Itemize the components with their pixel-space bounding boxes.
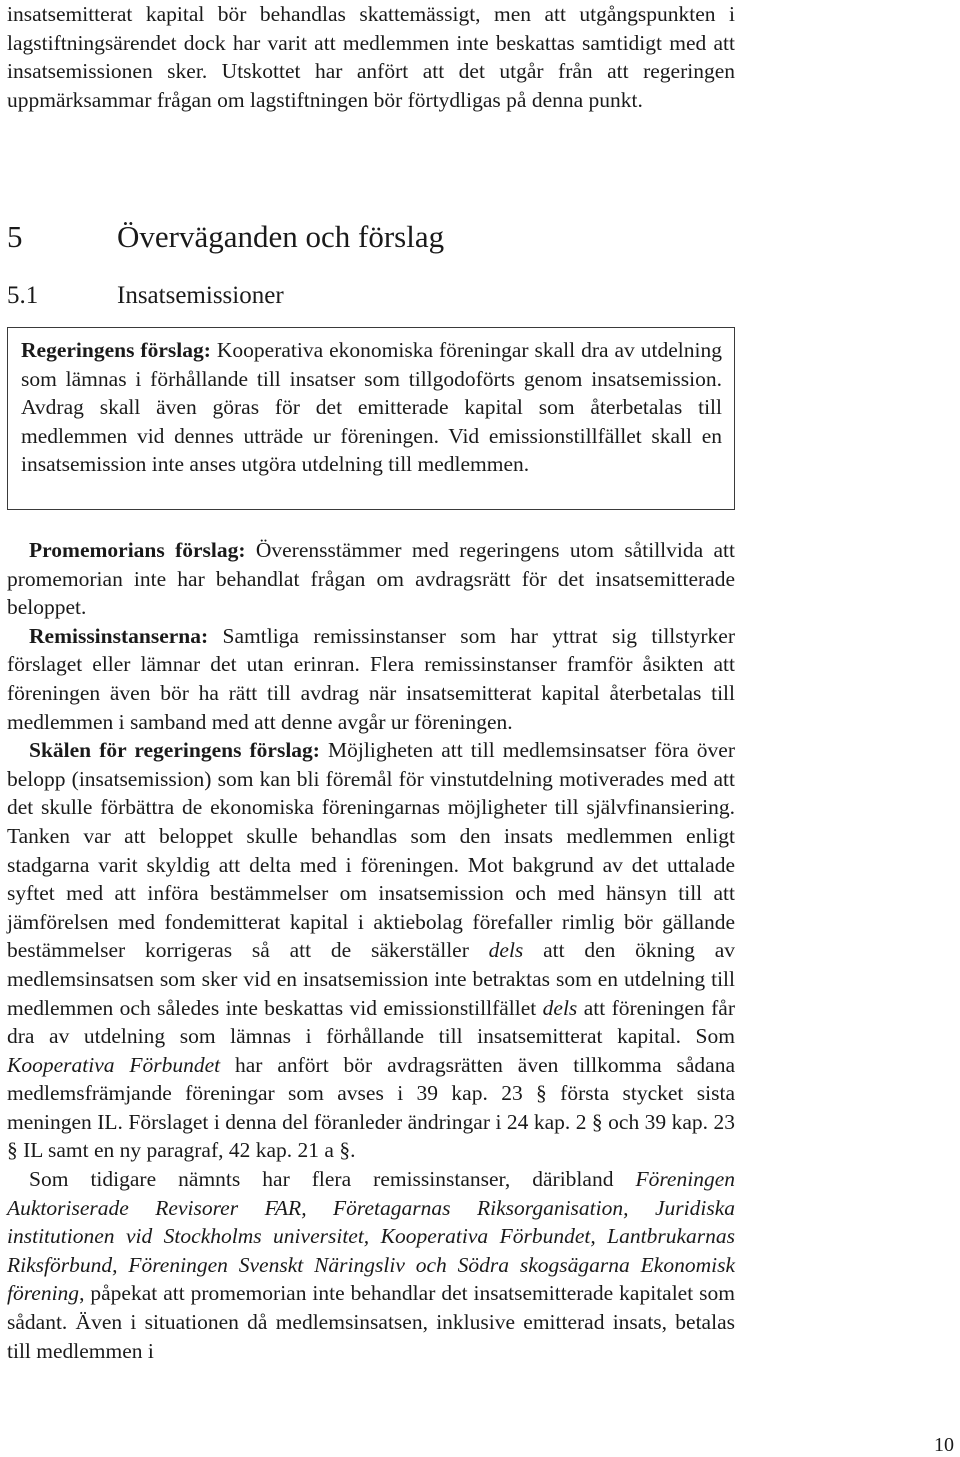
skalen-text-2: att den ökning av medlemsinsatsen som sker vid en insatsemission inte betraktas som en utdelning till medlemmen och således inte beskattas vid emissionstillfället — [7, 938, 735, 1020]
skalen-text-3: att föreningen får dra av utdelning som lämnas i förhållande till insatsemitterat kapital. Som — [7, 995, 736, 1049]
skalen-italic-2: dels — [542, 995, 578, 1020]
promemoria-label: Promemorians förslag: — [29, 538, 246, 562]
main-body — [7, 536, 735, 1365]
skalen-label: Skälen för regeringens förslag: — [29, 738, 320, 763]
proposal-label: Regeringens förslag: — [21, 338, 211, 362]
intro-paragraph — [7, 0, 735, 114]
page-number: 10 — [934, 1434, 954, 1456]
subsection-heading — [7, 279, 284, 313]
skalen-paragraph — [7, 736, 735, 1165]
intro-text: insatsemitterat kapital bör behandlas skattemässigt, men att utgångspunkten i lagstiftningsärendet dock har varit att medlemmen inte beskattas samtidigt med att insatsemissionen sker. Utskottet har anfört att det utgår från att regeringen uppmärksammar frågan om lagstiftningen bör förtydligas på denna punkt. — [7, 2, 735, 112]
subsection-number: 5.1 — [7, 282, 39, 309]
skalen-italic-3: Kooperativa Förbundet — [7, 1052, 221, 1077]
last-text-2: , påpekat att promemorian inte behandlar det insatsemitterade kapitalet som sådant. Även i situationen då medlemsinsatsen, inklusive emitterad insats, betalas till medlemmen i — [7, 1281, 735, 1363]
skalen-text-4: har anfört bör avdragsrätten även tillkomma sådana medlemsfrämjande föreningar som avses i 39 kap. 23 § första stycket sista meningen IL. Förslaget i denna del föranleder ändringar i 24 kap. 2 § och 39 kap. 23 § IL samt en ny paragraf, 42 kap. 21 a §. — [7, 1052, 735, 1163]
section-heading — [7, 217, 444, 257]
remiss-paragraph — [7, 622, 735, 736]
skalen-italic-1: dels — [488, 938, 524, 963]
remiss-label: Remissinstanserna: — [29, 623, 209, 648]
proposal-paragraph — [21, 336, 722, 479]
section-title: Överväganden och förslag — [117, 219, 445, 254]
promemoria-paragraph — [7, 536, 735, 622]
proposal-text: Kooperativa ekonomiska föreningar skall dra av utdelning som lämnas i förhållande till insatser som tillgodoförts genom insatsemission. Avdrag skall även göras för det emitterade kapital som återbetalas till medlemmen vid dennes utträde ur föreningen. Vid emissionstillfället skall en insatsemission inte anses utgöra utdelning till medlemmen. — [21, 338, 723, 477]
subsection-title: Insatsemissioner — [117, 282, 284, 309]
section-number: 5 — [7, 219, 23, 254]
proposal-box — [7, 327, 735, 510]
skalen-text-1: Möjligheten att till medlemsinsatser föra över belopp (insatsemission) som kan bli föremål för vinstutdelning motiverades med att det skulle förbättra de ekonomiska föreningarnas möjligheter till självfinansiering. Tanken var att beloppet skulle behandlas som den insats medlemmen enligt stadgarna varit skyldig att delta med i föreningen. Mot bakgrund av det uttalade syftet med att införa bestämmelser om insatsemission och med hänsyn till att jämförelsen med fondemitterat kapital i aktiebolag förefaller rimlig bör gällande bestämmelser korrigeras så att de säkerställer — [7, 738, 736, 963]
remiss-text: Samtliga remissinstanser som har yttrat sig tillstyrker förslaget eller lämnar det utan erinran. Flera remissinstanser framför åsikten att föreningen även bör ha rätt till avdrag när insatsemitterat kapital återbetalas till medlemmen i samband med att denne avgår ur föreningen. — [7, 623, 735, 734]
promemoria-text: Överensstämmer med regeringens utom såtillvida att promemorian inte har behandlat frågan om avdragsrätt för det insatsemitterade beloppet. — [7, 538, 735, 620]
last-paragraph — [7, 1165, 735, 1365]
last-text-1: Som tidigare nämnts har flera remissinstanser, däribland — [29, 1167, 636, 1192]
last-italic-1: Föreningen Auktoriserade Revisorer FAR, Företagarnas Riksorganisation, Juridiska institutionen vid Stockholms universitet, Kooperativa Förbundet, Lantbrukarnas Riksförbund, Föreningen Svenskt Näringsliv och Södra skogsägarna Ekonomisk förening — [7, 1167, 735, 1306]
